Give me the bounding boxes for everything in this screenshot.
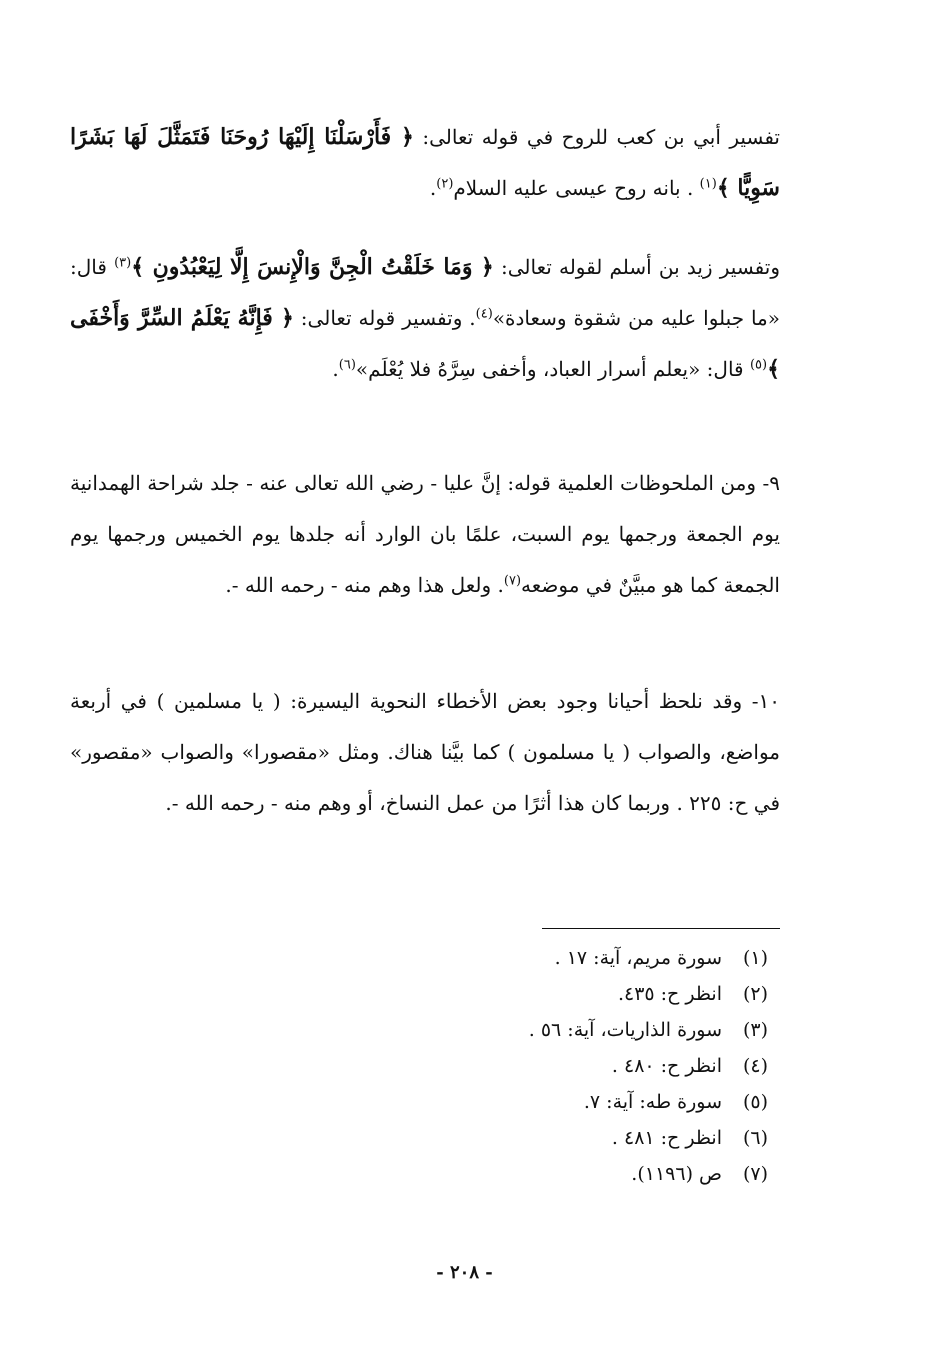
footnote-item [300, 1156, 768, 1192]
footnote-ref-3: (٣) [114, 255, 132, 271]
footnote-ref-7: (٧) [503, 573, 522, 589]
footnote-ref-4: (٤) [475, 306, 493, 322]
quran-verse: ﴿ فَأَرْسَلْنَا إِلَيْهَا رُوحَنَا فَتَمَثَّلَ لَهَا بَشَرًا سَوِيًّا ﴾ [70, 124, 780, 201]
footnote-text: سورة الذاريات، آية: ٥٦ . [528, 1019, 722, 1041]
footnote-text: انظر ح: ٤٨٠ . [611, 1055, 722, 1077]
footnote-ref-1: (١) [699, 176, 717, 192]
quotation: قال: «يعلم أسرار العباد، وأخفى سِرَّهُ فلا يُعْلَم» [355, 357, 750, 381]
footnote-ref-5: (٥) [749, 357, 768, 373]
paragraph-ubayy-tafsir [70, 112, 780, 214]
footnote-text: ص (١١٩٦). [631, 1163, 722, 1185]
quran-verse: ﴿ فَإِنَّهُ يَعْلَمُ السِّرَّ وَأَخْفَى ﴾ [70, 305, 780, 382]
footnote-number: (١) [742, 947, 768, 969]
paragraph-end: . [332, 357, 339, 381]
footnote-item [300, 1048, 768, 1084]
footnote-number: (٢) [742, 983, 768, 1005]
page-number: - ٢٠٨ - [436, 1262, 493, 1283]
footnote-ref-2: (٢) [436, 176, 454, 192]
paragraph-intro: تفسير أبي بن كعب للروح في قوله تعالى: [413, 125, 780, 149]
paragraph-end: . [429, 176, 437, 200]
paragraph-item-10 [70, 676, 780, 829]
paragraph-item-9 [70, 458, 780, 611]
paragraph-text: . وتفسير قوله تعالى: [293, 306, 476, 330]
footnote-item [300, 1012, 768, 1048]
footnote-text: سورة مريم، آية: ١٧ . [554, 947, 722, 969]
footnote-item [300, 940, 768, 976]
footnote-number: (٣) [742, 1019, 768, 1041]
footnotes-list [300, 940, 768, 1192]
footnote-item [300, 1084, 768, 1120]
paragraph-end: . ولعل هذا وهم منه - رحمه الله -. [225, 573, 504, 597]
paragraph-intro: وتفسير زيد بن أسلم لقوله تعالى: [493, 255, 781, 279]
paragraph-text: ٩- ومن الملحوظات العلمية قوله: إنَّ عليا - رضي الله تعالى عنه - جلد شراحة الهمدانية يوم الجمعة ورجمها يوم السبت، علمًا بان الوارد أنه جلدها يوم الخميس ورجمها يوم الجمعة كما هو مبيَّنٌ في موضعه [70, 471, 780, 597]
footnote-number: (٦) [742, 1127, 768, 1149]
footnote-separator [542, 928, 780, 929]
footnote-item [300, 976, 768, 1012]
paragraph-zayd-tafsir [70, 242, 780, 395]
footnote-text: انظر ح: ٤٨١ . [611, 1127, 722, 1149]
footnote-text: انظر ح: ٤٣٥. [617, 983, 722, 1005]
paragraph-text: ١٠- وقد نلحظ أحيانا وجود بعض الأخطاء النحوية اليسيرة: ( يا مسلمين ) في أربعة مواضع، والصواب ( يا مسلمون ) كما بيَّنا هناك. ومثل «مقصورا» والصواب «مقصور» في ح: ٢٢٥ . وربما كان هذا أثرًا من عمل النساخ، أو وهم منه - رحمه الله -. [70, 689, 780, 815]
footnote-ref-6: (٦) [338, 357, 356, 373]
footnote-number: (٤) [742, 1055, 768, 1077]
paragraph-text: . بانه روح عيسى عليه السلام [453, 176, 700, 200]
footnote-text: سورة طه: آية: ٧. [583, 1091, 722, 1113]
quran-verse: ﴿ وَمَا خَلَقْتُ الْجِنَّ وَالْإِنسَ إِلَّا لِيَعْبُدُونِ ﴾ [131, 254, 494, 280]
footnote-item [300, 1120, 768, 1156]
footnote-number: (٥) [742, 1091, 768, 1113]
footnote-number: (٧) [742, 1163, 768, 1185]
quotation: قال: «ما جبلوا عليه من شقوة وسعادة» [70, 255, 781, 330]
